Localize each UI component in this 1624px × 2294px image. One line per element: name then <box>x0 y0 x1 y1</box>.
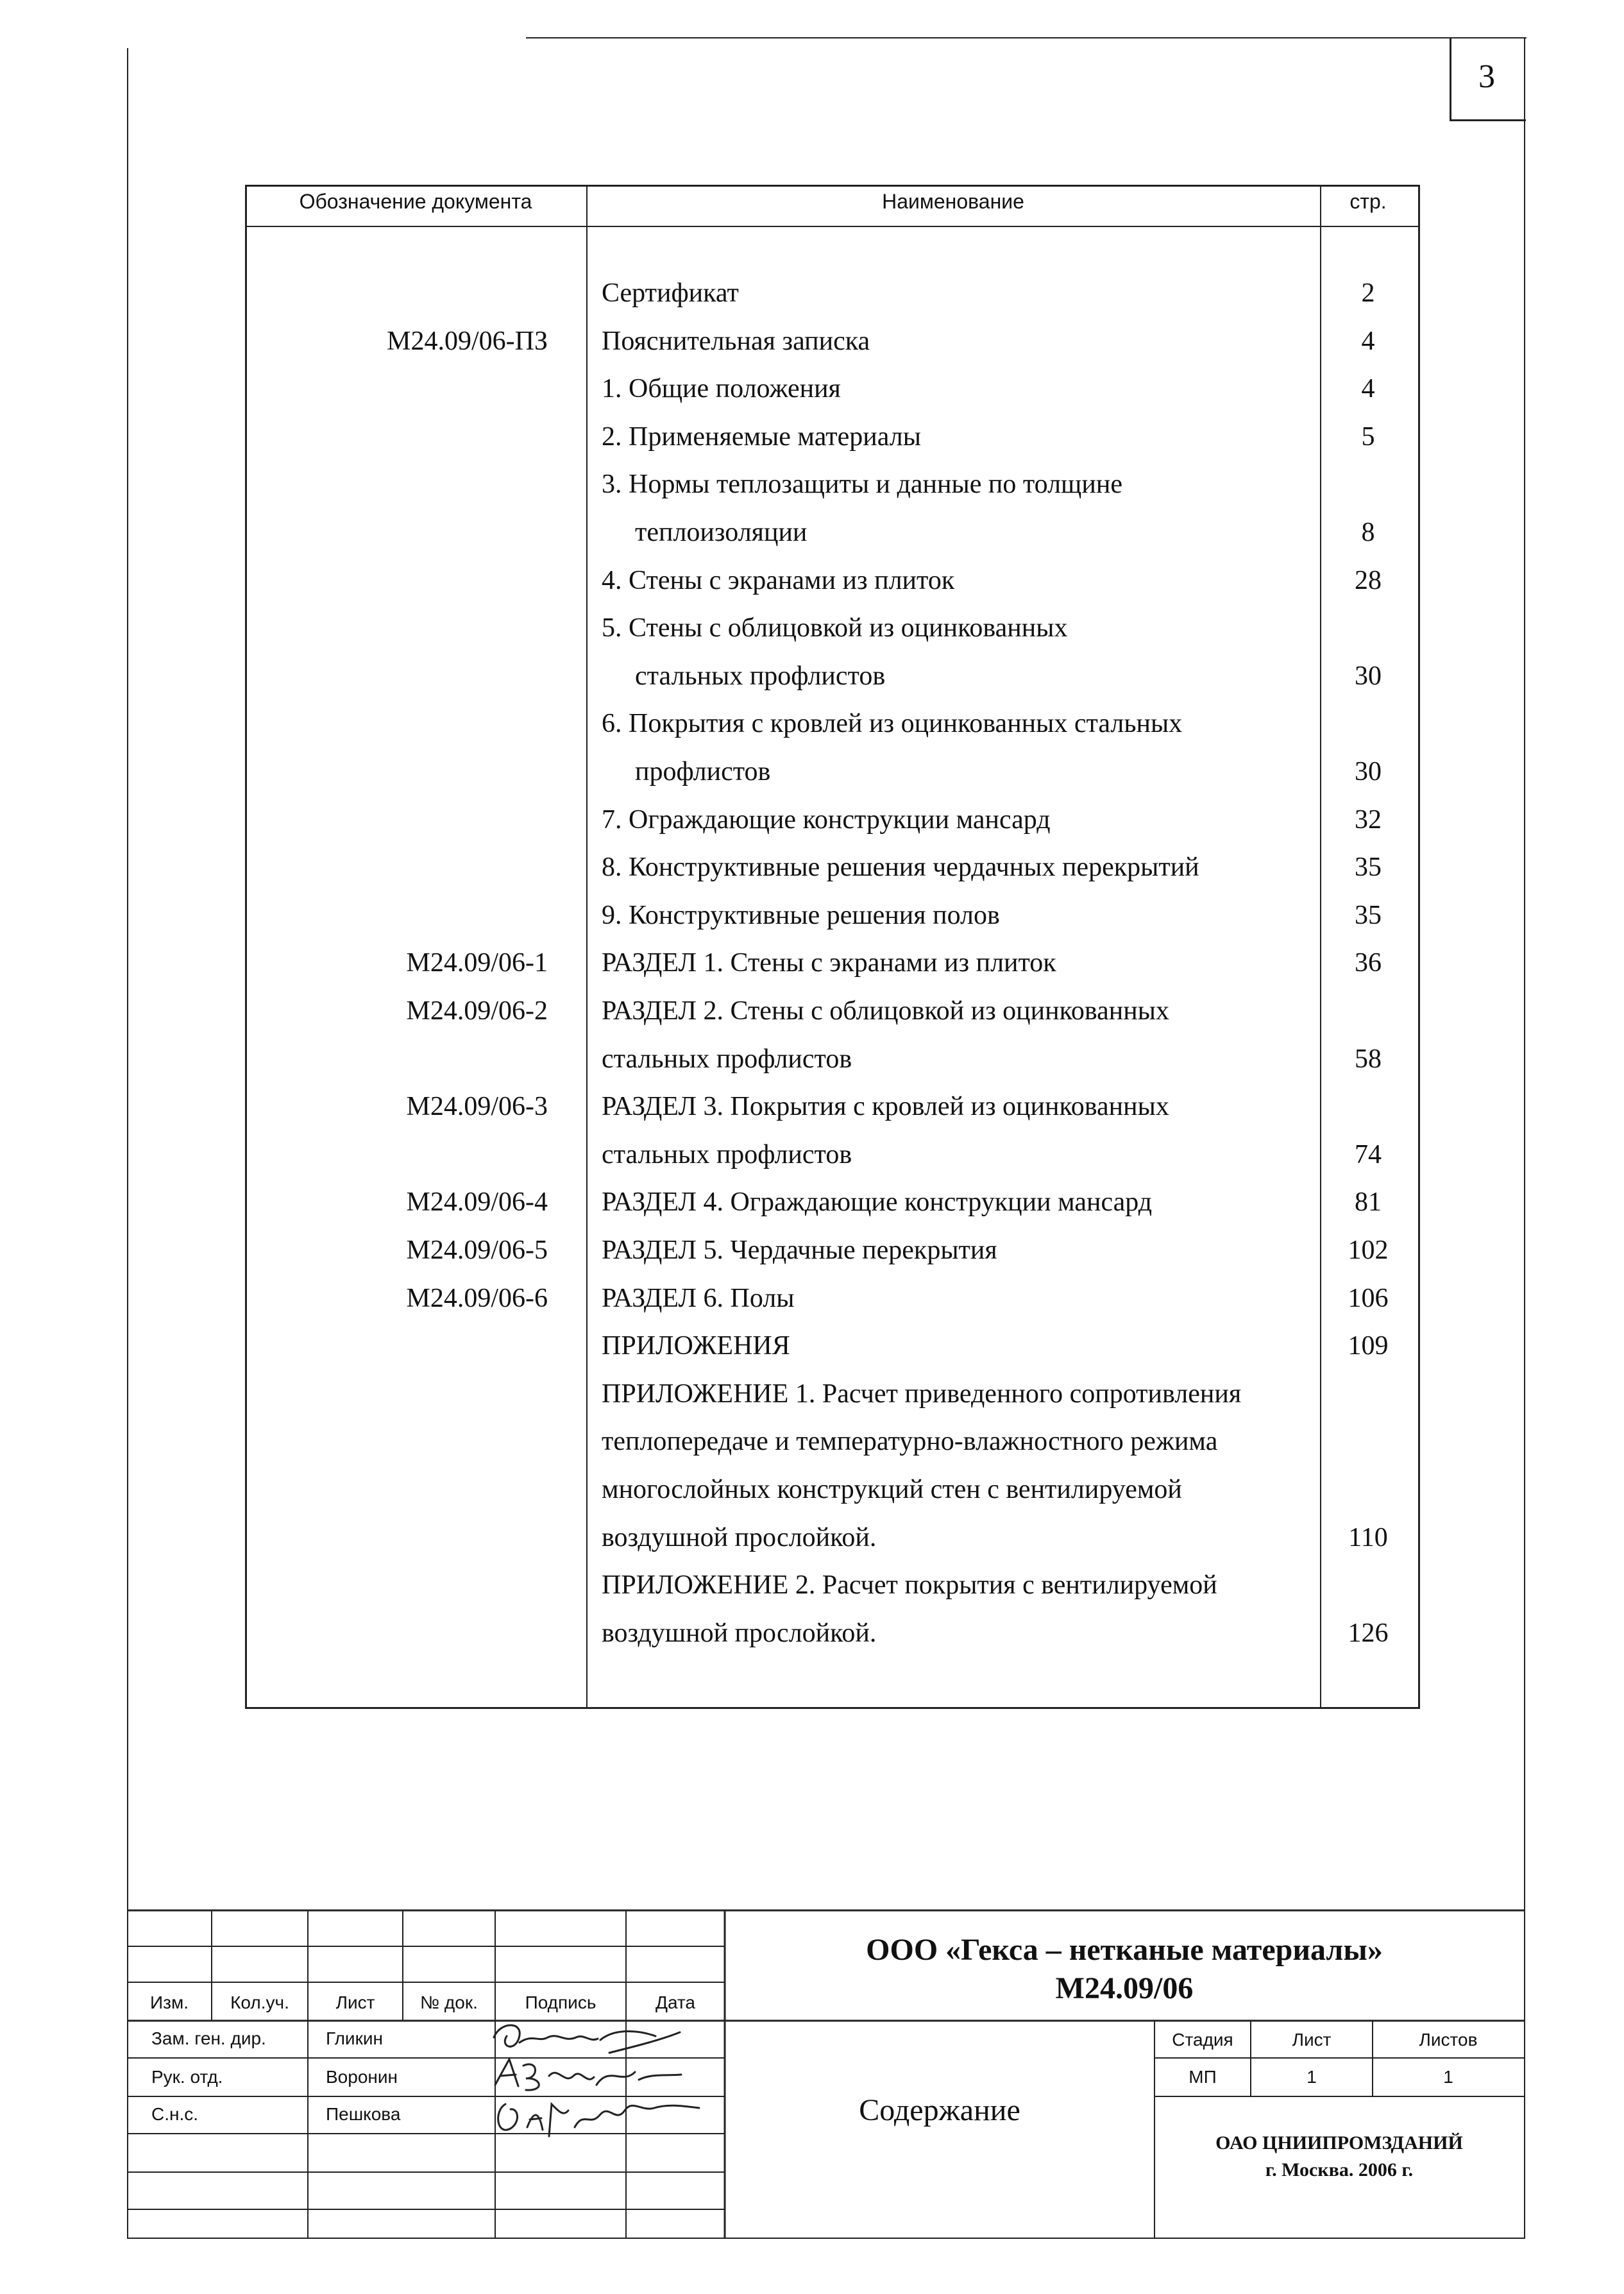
col-podpis: Подпись <box>525 1992 596 2012</box>
organization-name: ООО «Гекса – нетканые материалы» <box>866 1933 1383 1967</box>
sheet-header: Лист <box>1292 2030 1332 2050</box>
toc-row-name: 8. Конструктивные решения чердачных перекрытий <box>602 853 1199 882</box>
toc-row-name: РАЗДЕЛ 1. Стены с экранами из плиток <box>602 948 1056 978</box>
col-ndok: № док. <box>420 1992 478 2012</box>
header-page: стр. <box>1349 190 1387 213</box>
toc-row-name: стальных профлистов <box>635 661 886 691</box>
toc-row-page: 30 <box>1355 757 1382 786</box>
toc-row-name: РАЗДЕЛ 5. Чердачные перекрытия <box>602 1236 997 1265</box>
col-izm: Изм. <box>150 1992 189 2012</box>
toc-row-page: 74 <box>1355 1140 1382 1169</box>
page-number: 3 <box>1478 58 1495 95</box>
role-senior-researcher: С.н.с. <box>151 2104 199 2124</box>
toc-row-page: 35 <box>1355 853 1382 882</box>
toc-row-name: ПРИЛОЖЕНИЕ 2. Расчет покрытия с вентилируемой <box>602 1570 1217 1600</box>
institute-name <box>1155 2130 1524 2184</box>
col-data: Дата <box>655 1992 695 2012</box>
toc-row-name: 3. Нормы теплозащиты и данные по толщине <box>602 470 1122 499</box>
sheet-value: 1 <box>1307 2067 1317 2087</box>
toc-row-page: 28 <box>1355 566 1382 595</box>
col-kol-uch: Кол.уч. <box>230 1992 289 2012</box>
header-document-designation: Обозначение документа <box>299 190 532 213</box>
toc-code-text: М24.09/06-6 <box>406 1284 548 1313</box>
toc-row-page: 35 <box>1355 901 1382 930</box>
toc-row-name: 2. Применяемые материалы <box>602 422 921 452</box>
sheets-value: 1 <box>1443 2067 1453 2087</box>
toc-row-page: 126 <box>1348 1619 1389 1648</box>
toc-row-name: 4. Стены с экранами из плиток <box>602 566 955 595</box>
toc-code-text: М24.09/06-ПЗ <box>387 327 548 356</box>
header-name: Наименование <box>882 190 1024 213</box>
toc-code-text: М24.09/06-5 <box>406 1236 548 1265</box>
name-peshkova: Пешкова <box>326 2104 401 2124</box>
toc-row-name: 7. Ограждающие конструкции мансард <box>602 805 1051 835</box>
toc-row-page: 110 <box>1348 1523 1388 1552</box>
sheets-header: Листов <box>1419 2030 1478 2050</box>
col-list: Лист <box>335 1992 375 2012</box>
toc-row-name: профлистов <box>635 757 771 786</box>
toc-row-name: стальных профлистов <box>602 1140 852 1169</box>
toc-row-name: 9. Конструктивные решения полов <box>602 901 1000 930</box>
toc-row-page: 30 <box>1355 661 1382 691</box>
toc-row-name: воздушной прослойкой. <box>602 1523 877 1552</box>
toc-row-page: 4 <box>1361 374 1375 404</box>
toc-row-name: стальных профлистов <box>602 1044 852 1074</box>
toc-row-name: теплоизоляции <box>635 518 808 547</box>
toc-row-name: 5. Стены с облицовкой из оцинкованных <box>602 613 1068 643</box>
toc-row-page: 106 <box>1348 1284 1389 1313</box>
institute-title: ОАО ЦНИИПРОМЗДАНИЙ <box>1215 2132 1463 2154</box>
toc-row-page: 8 <box>1361 518 1375 547</box>
name-voronin: Воронин <box>326 2067 398 2087</box>
toc-code-text: М24.09/06-2 <box>406 996 548 1026</box>
toc-row-page: 4 <box>1361 327 1375 356</box>
toc-row-name: 6. Покрытия с кровлей из оцинкованных стальных <box>602 709 1183 738</box>
role-head-of-department: Рук. отд. <box>151 2067 223 2087</box>
toc-row-page: 81 <box>1355 1187 1382 1217</box>
toc-row-name: теплопередаче и температурно-влажностного режима <box>602 1427 1218 1456</box>
toc-row-page: 102 <box>1348 1236 1389 1265</box>
toc-row-name: ПРИЛОЖЕНИЕ 1. Расчет приведенного сопротивления <box>602 1379 1242 1409</box>
stage-header: Стадия <box>1172 2030 1233 2050</box>
toc-row-page: 36 <box>1355 948 1382 978</box>
stage-value: МП <box>1188 2067 1217 2087</box>
toc-row-page: 32 <box>1355 805 1382 835</box>
role-deputy-director: Зам. ген. дир. <box>151 2028 266 2048</box>
toc-row-name: воздушной прослойкой. <box>602 1619 877 1648</box>
toc-row-name: Пояснительная записка <box>602 327 870 356</box>
name-glikin: Гликин <box>326 2028 383 2048</box>
toc-row-page: 58 <box>1355 1044 1382 1074</box>
toc-row-name: РАЗДЕЛ 3. Покрытия с кровлей из оцинкованных <box>602 1092 1169 1121</box>
toc-row-page: 109 <box>1348 1331 1389 1361</box>
signatures <box>487 2014 731 2149</box>
toc-row-name: ПРИЛОЖЕНИЯ <box>602 1331 790 1361</box>
institute-city-year: г. Москва. 2006 г. <box>1265 2159 1414 2180</box>
document-title: Содержание <box>859 2093 1020 2127</box>
toc-code-text: М24.09/06-1 <box>406 948 548 978</box>
toc-row-name: РАЗДЕЛ 6. Полы <box>602 1284 795 1313</box>
toc-row-name: многослойных конструкций стен с вентилируемой <box>602 1475 1182 1504</box>
toc-row-name: РАЗДЕЛ 2. Стены с облицовкой из оцинкованных <box>602 996 1169 1026</box>
toc-row-page: 2 <box>1361 278 1375 308</box>
document-code: М24.09/06 <box>1055 1971 1194 2005</box>
toc-row-page: 5 <box>1361 422 1375 452</box>
toc-code-text: М24.09/06-3 <box>406 1092 548 1121</box>
toc-code-text: М24.09/06-4 <box>406 1187 548 1217</box>
toc-row-name: 1. Общие положения <box>602 374 841 404</box>
toc-row-name: РАЗДЕЛ 4. Ограждающие конструкции мансард <box>602 1187 1153 1217</box>
toc-row-name: Сертификат <box>602 278 739 308</box>
